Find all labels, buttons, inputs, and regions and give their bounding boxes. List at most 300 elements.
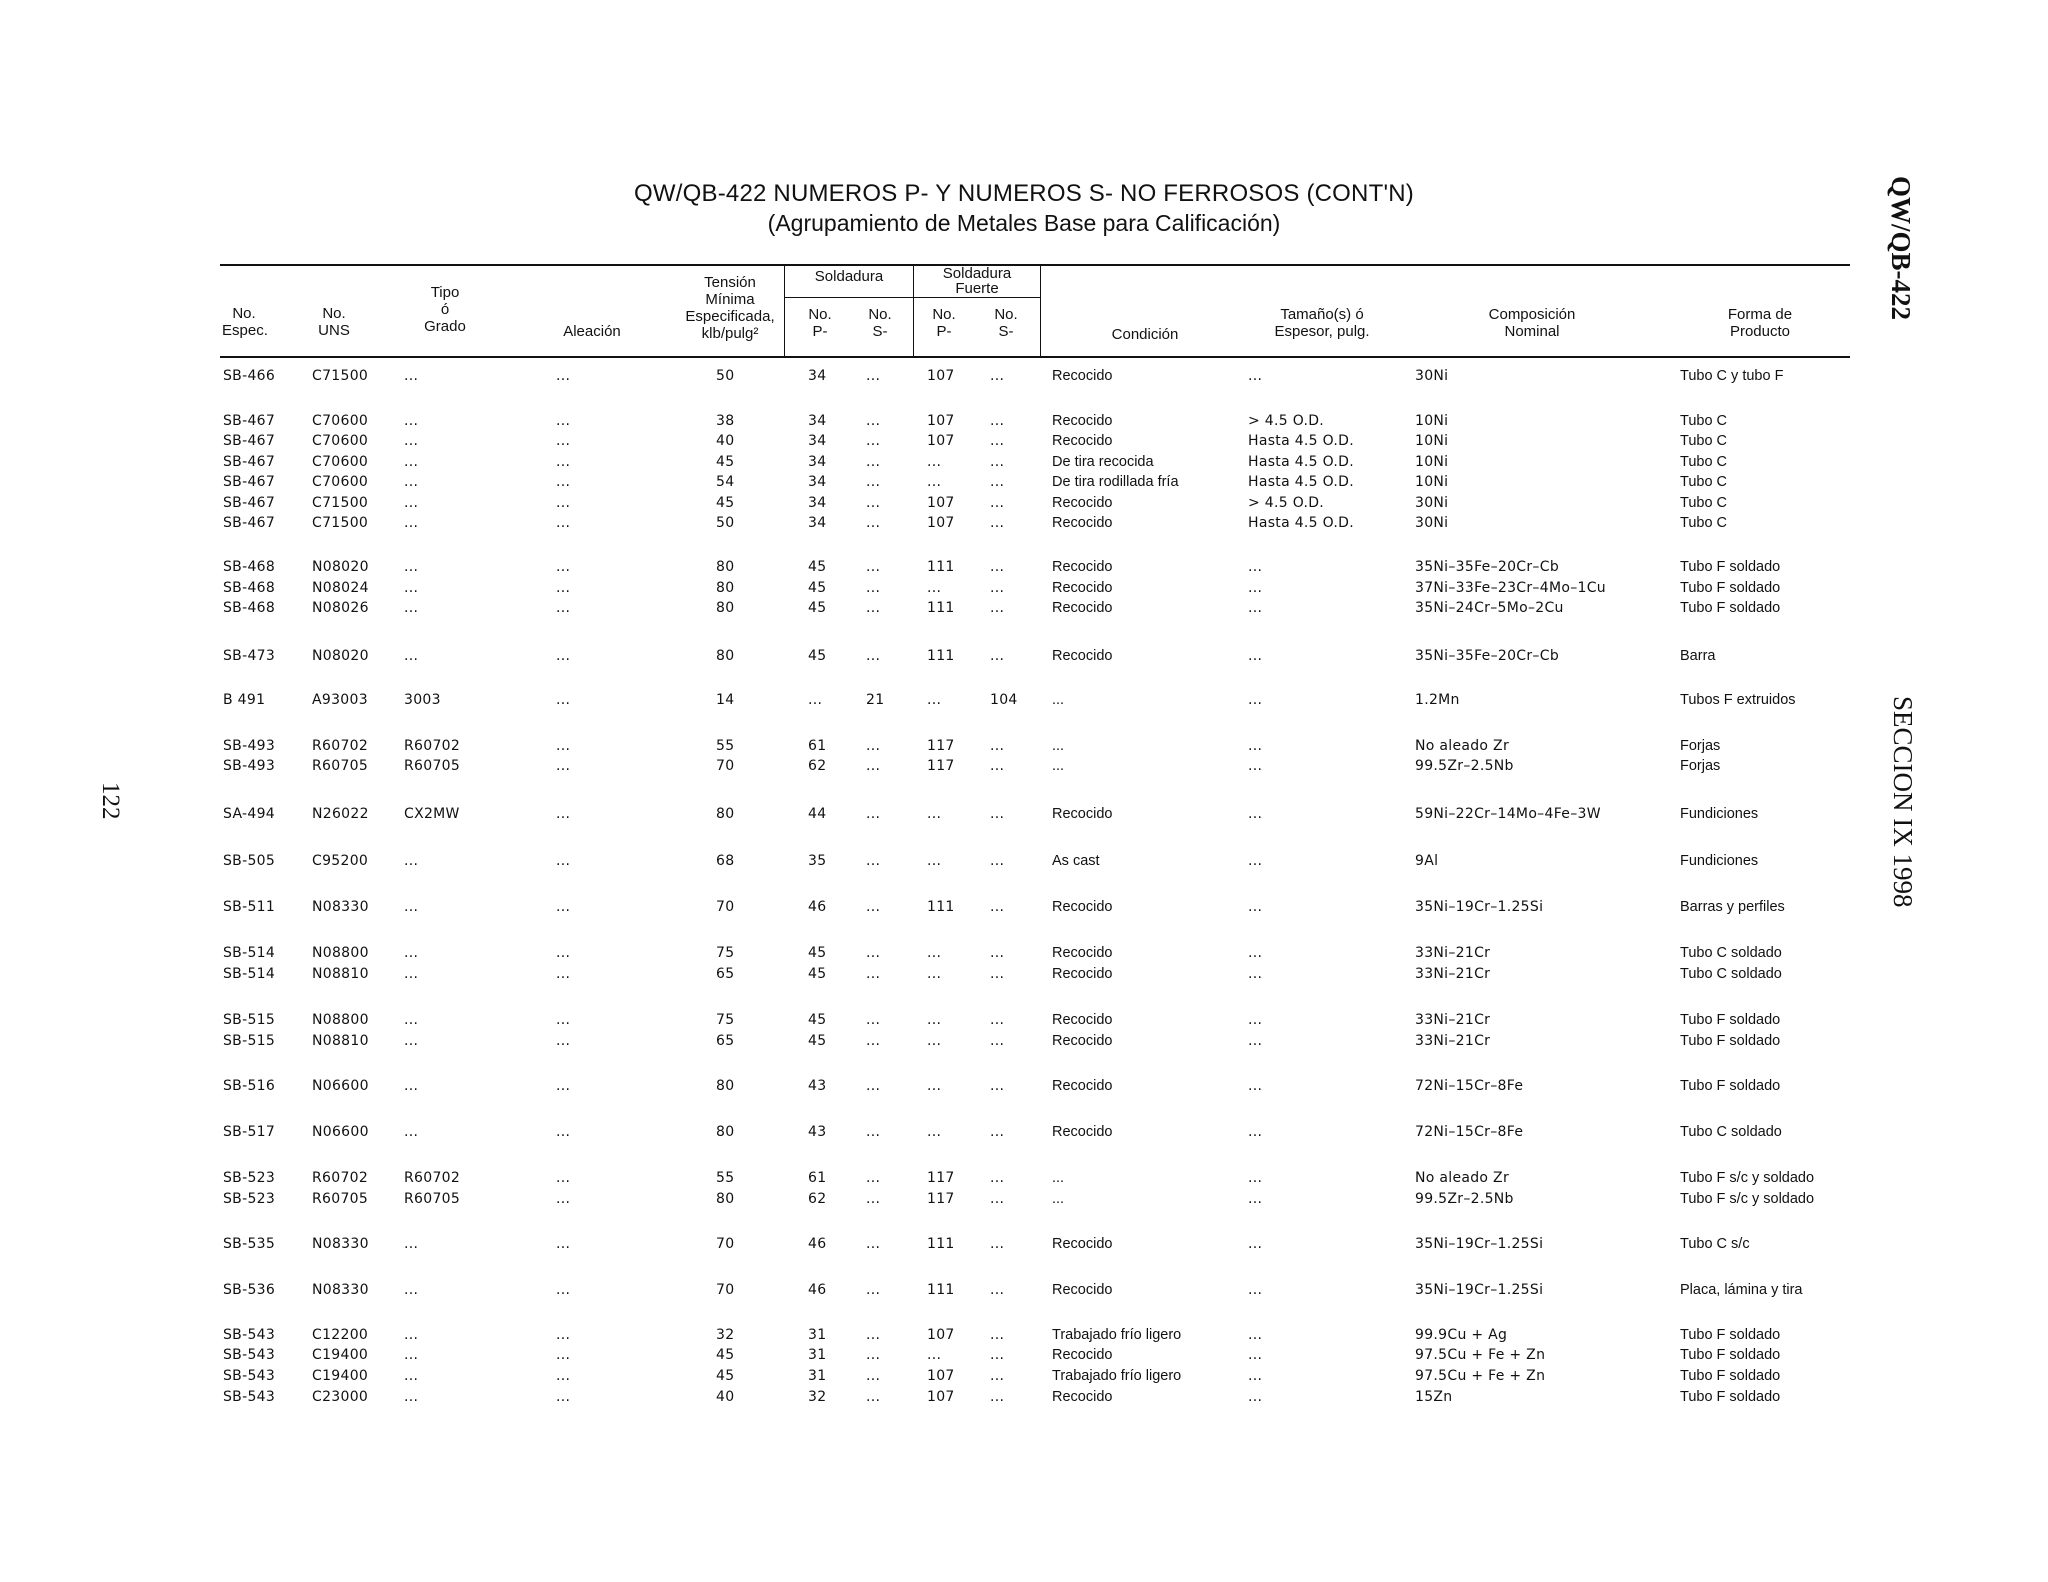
cell-uns: N08800 bbox=[312, 1012, 369, 1028]
cell-condicion: Trabajado frío ligero bbox=[1052, 1368, 1182, 1384]
table-row bbox=[0, 648, 1850, 668]
cell-forma: Tubo C bbox=[1680, 515, 1728, 531]
cell-comp: No aleado Zr bbox=[1415, 1170, 1509, 1186]
cell-ss: ... bbox=[866, 853, 881, 869]
header-forma: Forma de Producto bbox=[1727, 306, 1793, 340]
cell-condicion: As cast bbox=[1052, 853, 1100, 869]
header-fuerte-no-p: No. P- bbox=[932, 306, 956, 340]
cell-ss: ... bbox=[866, 368, 881, 384]
cell-ss: ... bbox=[866, 966, 881, 982]
cell-forma: Tubo C soldado bbox=[1680, 1124, 1782, 1140]
side-section: SECCION IX 1998 bbox=[1888, 696, 1918, 908]
header-fuerte-no-s: No. S- bbox=[994, 306, 1018, 340]
cell-uns: N26022 bbox=[312, 806, 369, 822]
cell-spec: SB-467 bbox=[223, 413, 276, 429]
cell-tamano: Hasta 4.5 O.D. bbox=[1248, 454, 1354, 470]
cell-condicion: Recocido bbox=[1052, 368, 1113, 384]
cell-fs: ... bbox=[990, 945, 1005, 961]
table-row bbox=[0, 1347, 1850, 1367]
cell-sp: 45 bbox=[808, 648, 827, 664]
table-row bbox=[0, 495, 1850, 515]
cell-condicion: Recocido bbox=[1052, 1236, 1113, 1252]
cell-condicion: Recocido bbox=[1052, 580, 1113, 596]
cell-tension: 70 bbox=[716, 758, 735, 774]
cell-ss: ... bbox=[866, 433, 881, 449]
cell-spec: SB-467 bbox=[223, 495, 276, 511]
cell-forma: Tubo C soldado bbox=[1680, 945, 1782, 961]
cell-fp: 111 bbox=[927, 899, 955, 915]
cell-fs: ... bbox=[990, 899, 1005, 915]
cell-forma: Tubo F s/c y soldado bbox=[1680, 1170, 1815, 1186]
cell-ss: ... bbox=[866, 454, 881, 470]
cell-condicion: ... bbox=[1052, 1170, 1065, 1186]
page-number: 122 bbox=[97, 782, 124, 820]
cell-ss: ... bbox=[866, 1078, 881, 1094]
cell-tamano: ... bbox=[1248, 806, 1263, 822]
cell-uns: C71500 bbox=[312, 495, 369, 511]
cell-forma: Tubo C y tubo F bbox=[1680, 368, 1784, 384]
cell-comp: 10Ni bbox=[1415, 413, 1449, 429]
cell-uns: N08330 bbox=[312, 1236, 369, 1252]
cell-fs: ... bbox=[990, 1033, 1005, 1049]
cell-sp: 31 bbox=[808, 1347, 827, 1363]
cell-condicion: Recocido bbox=[1052, 1347, 1113, 1363]
cell-tamano: ... bbox=[1248, 1191, 1263, 1207]
table-row bbox=[0, 1170, 1850, 1190]
cell-fp: ... bbox=[927, 454, 942, 470]
cell-tamano: ... bbox=[1248, 368, 1263, 384]
cell-fp: ... bbox=[927, 853, 942, 869]
cell-comp: No aleado Zr bbox=[1415, 738, 1509, 754]
cell-uns: N06600 bbox=[312, 1124, 369, 1140]
cell-aleacion: ... bbox=[556, 1347, 571, 1363]
cell-tipo: ... bbox=[404, 945, 419, 961]
cell-comp: 72Ni–15Cr–8Fe bbox=[1415, 1078, 1524, 1094]
table-row bbox=[0, 559, 1850, 579]
cell-fp: ... bbox=[927, 1033, 942, 1049]
cell-ss: ... bbox=[866, 945, 881, 961]
cell-aleacion: ... bbox=[556, 515, 571, 531]
cell-fs: ... bbox=[990, 758, 1005, 774]
cell-sp: 44 bbox=[808, 806, 827, 822]
cell-fp: 111 bbox=[927, 1236, 955, 1252]
table-row bbox=[0, 758, 1850, 778]
cell-forma: Tubo F soldado bbox=[1680, 1389, 1781, 1405]
cell-ss: ... bbox=[866, 559, 881, 575]
cell-condicion: Recocido bbox=[1052, 559, 1113, 575]
page-title: QW/QB-422 NUMEROS P- Y NUMEROS S- NO FERROSOS (CONT'N) bbox=[634, 180, 1414, 207]
cell-fs: ... bbox=[990, 1389, 1005, 1405]
cell-tipo: R60702 bbox=[404, 1170, 461, 1186]
cell-tamano: ... bbox=[1248, 853, 1263, 869]
cell-tamano: > 4.5 O.D. bbox=[1248, 495, 1325, 511]
cell-aleacion: ... bbox=[556, 806, 571, 822]
cell-fp: 111 bbox=[927, 600, 955, 616]
cell-tipo: ... bbox=[404, 368, 419, 384]
cell-aleacion: ... bbox=[556, 738, 571, 754]
table-row bbox=[0, 899, 1850, 919]
header-condicion: Condición bbox=[1111, 326, 1179, 343]
cell-uns: A93003 bbox=[312, 692, 368, 708]
cell-comp: 10Ni bbox=[1415, 474, 1449, 490]
cell-fp: ... bbox=[927, 1078, 942, 1094]
cell-sp: 43 bbox=[808, 1124, 827, 1140]
cell-fs: ... bbox=[990, 1347, 1005, 1363]
cell-condicion: Recocido bbox=[1052, 515, 1113, 531]
cell-tamano: ... bbox=[1248, 1012, 1263, 1028]
header-uns: No. UNS bbox=[318, 305, 350, 339]
cell-tension: 38 bbox=[716, 413, 735, 429]
cell-tension: 45 bbox=[716, 495, 735, 511]
cell-sp: 61 bbox=[808, 1170, 827, 1186]
cell-sp: 34 bbox=[808, 474, 827, 490]
table-row bbox=[0, 474, 1850, 494]
cell-spec: SA-494 bbox=[223, 806, 275, 822]
cell-forma: Fundiciones bbox=[1680, 853, 1759, 869]
cell-uns: C70600 bbox=[312, 433, 369, 449]
cell-spec: SB-514 bbox=[223, 966, 276, 982]
cell-sp: 34 bbox=[808, 413, 827, 429]
cell-tipo: ... bbox=[404, 454, 419, 470]
cell-condicion: Trabajado frío ligero bbox=[1052, 1327, 1182, 1343]
cell-condicion: Recocido bbox=[1052, 806, 1113, 822]
table-row bbox=[0, 1124, 1850, 1144]
cell-condicion: Recocido bbox=[1052, 945, 1113, 961]
cell-aleacion: ... bbox=[556, 1191, 571, 1207]
header-tipo: Tipo ó Grado bbox=[424, 284, 466, 335]
cell-tipo: CX2MW bbox=[404, 806, 460, 822]
cell-tamano: Hasta 4.5 O.D. bbox=[1248, 433, 1354, 449]
cell-comp: 35Ni–35Fe–20Cr–Cb bbox=[1415, 559, 1559, 575]
table-row bbox=[0, 1191, 1850, 1211]
cell-fs: ... bbox=[990, 495, 1005, 511]
cell-ss: ... bbox=[866, 806, 881, 822]
cell-condicion: ... bbox=[1052, 692, 1065, 708]
cell-tamano: ... bbox=[1248, 1282, 1263, 1298]
cell-comp: 30Ni bbox=[1415, 495, 1449, 511]
cell-spec: SB-467 bbox=[223, 433, 276, 449]
cell-forma: Tubo F s/c y soldado bbox=[1680, 1191, 1815, 1207]
cell-comp: 99.5Zr–2.5Nb bbox=[1415, 758, 1514, 774]
cell-spec: SB-467 bbox=[223, 515, 276, 531]
cell-tipo: ... bbox=[404, 1236, 419, 1252]
cell-uns: N08810 bbox=[312, 966, 369, 982]
cell-fs: 104 bbox=[990, 692, 1018, 708]
cell-fp: 107 bbox=[927, 1368, 955, 1384]
cell-uns: C19400 bbox=[312, 1368, 369, 1384]
cell-comp: 9Al bbox=[1415, 853, 1439, 869]
cell-condicion: Recocido bbox=[1052, 966, 1113, 982]
cell-spec: SB-468 bbox=[223, 600, 276, 616]
cell-uns: N08024 bbox=[312, 580, 369, 596]
cell-sp: 32 bbox=[808, 1389, 827, 1405]
cell-ss: ... bbox=[866, 1191, 881, 1207]
cell-aleacion: ... bbox=[556, 1078, 571, 1094]
cell-fs: ... bbox=[990, 433, 1005, 449]
cell-fs: ... bbox=[990, 1327, 1005, 1343]
cell-condicion: Recocido bbox=[1052, 1078, 1113, 1094]
cell-forma: Forjas bbox=[1680, 758, 1721, 774]
cell-fs: ... bbox=[990, 1191, 1005, 1207]
cell-aleacion: ... bbox=[556, 1012, 571, 1028]
cell-fs: ... bbox=[990, 1236, 1005, 1252]
cell-spec: SB-511 bbox=[223, 899, 276, 915]
cell-condicion: Recocido bbox=[1052, 1012, 1113, 1028]
cell-fs: ... bbox=[990, 1368, 1005, 1384]
cell-fs: ... bbox=[990, 966, 1005, 982]
cell-tamano: ... bbox=[1248, 1327, 1263, 1343]
cell-tipo: ... bbox=[404, 1327, 419, 1343]
cell-tension: 75 bbox=[716, 945, 735, 961]
cell-comp: 30Ni bbox=[1415, 515, 1449, 531]
cell-fp: 107 bbox=[927, 413, 955, 429]
cell-ss: ... bbox=[866, 1170, 881, 1186]
cell-ss: ... bbox=[866, 495, 881, 511]
cell-uns: C70600 bbox=[312, 413, 369, 429]
cell-fp: ... bbox=[927, 1012, 942, 1028]
cell-tipo: ... bbox=[404, 515, 419, 531]
cell-condicion: Recocido bbox=[1052, 648, 1113, 664]
cell-spec: SB-543 bbox=[223, 1389, 276, 1405]
cell-comp: 72Ni–15Cr–8Fe bbox=[1415, 1124, 1524, 1140]
cell-condicion: De tira rodillada fría bbox=[1052, 474, 1179, 490]
cell-comp: 10Ni bbox=[1415, 454, 1449, 470]
table-row bbox=[0, 692, 1850, 712]
cell-tipo: ... bbox=[404, 899, 419, 915]
cell-fs: ... bbox=[990, 648, 1005, 664]
cell-fp: 107 bbox=[927, 1327, 955, 1343]
header-aleacion: Aleación bbox=[563, 323, 621, 340]
cell-sp: ... bbox=[808, 692, 823, 708]
cell-tension: 32 bbox=[716, 1327, 735, 1343]
cell-spec: SB-466 bbox=[223, 368, 276, 384]
cell-tipo: ... bbox=[404, 1368, 419, 1384]
cell-aleacion: ... bbox=[556, 1282, 571, 1298]
cell-tension: 80 bbox=[716, 559, 735, 575]
table-row bbox=[0, 1033, 1850, 1053]
cell-ss: ... bbox=[866, 1124, 881, 1140]
cell-tamano: ... bbox=[1248, 945, 1263, 961]
cell-tension: 45 bbox=[716, 1368, 735, 1384]
cell-comp: 1.2Mn bbox=[1415, 692, 1460, 708]
cell-uns: R60705 bbox=[312, 758, 369, 774]
cell-aleacion: ... bbox=[556, 1170, 571, 1186]
cell-fs: ... bbox=[990, 474, 1005, 490]
table-row bbox=[0, 368, 1850, 388]
cell-comp: 97.5Cu + Fe + Zn bbox=[1415, 1347, 1546, 1363]
cell-comp: 33Ni–21Cr bbox=[1415, 1012, 1491, 1028]
cell-uns: C19400 bbox=[312, 1347, 369, 1363]
cell-tipo: R60705 bbox=[404, 1191, 461, 1207]
cell-spec: SB-543 bbox=[223, 1327, 276, 1343]
cell-uns: R60705 bbox=[312, 1191, 369, 1207]
cell-tipo: ... bbox=[404, 413, 419, 429]
cell-comp: 35Ni–35Fe–20Cr–Cb bbox=[1415, 648, 1559, 664]
table-row bbox=[0, 738, 1850, 758]
cell-sp: 43 bbox=[808, 1078, 827, 1094]
cell-spec: SB-515 bbox=[223, 1033, 276, 1049]
cell-fp: 107 bbox=[927, 433, 955, 449]
cell-tipo: ... bbox=[404, 966, 419, 982]
cell-tension: 40 bbox=[716, 1389, 735, 1405]
cell-tipo: R60702 bbox=[404, 738, 461, 754]
cell-spec: SB-523 bbox=[223, 1191, 276, 1207]
cell-fs: ... bbox=[990, 368, 1005, 384]
cell-ss: ... bbox=[866, 1327, 881, 1343]
cell-tension: 65 bbox=[716, 1033, 735, 1049]
cell-tipo: ... bbox=[404, 495, 419, 511]
cell-condicion: Recocido bbox=[1052, 495, 1113, 511]
cell-forma: Tubo C bbox=[1680, 413, 1728, 429]
cell-fp: ... bbox=[927, 692, 942, 708]
cell-sp: 62 bbox=[808, 758, 827, 774]
cell-tension: 65 bbox=[716, 966, 735, 982]
cell-aleacion: ... bbox=[556, 433, 571, 449]
cell-ss: ... bbox=[866, 600, 881, 616]
cell-comp: 33Ni–21Cr bbox=[1415, 1033, 1491, 1049]
cell-tension: 45 bbox=[716, 454, 735, 470]
cell-uns: C12200 bbox=[312, 1327, 369, 1343]
table-row bbox=[0, 454, 1850, 474]
cell-aleacion: ... bbox=[556, 1389, 571, 1405]
cell-aleacion: ... bbox=[556, 474, 571, 490]
cell-sp: 45 bbox=[808, 600, 827, 616]
cell-tamano: ... bbox=[1248, 966, 1263, 982]
cell-tipo: ... bbox=[404, 433, 419, 449]
table-row bbox=[0, 580, 1850, 600]
cell-fs: ... bbox=[990, 1170, 1005, 1186]
cell-tension: 70 bbox=[716, 1236, 735, 1252]
cell-fp: ... bbox=[927, 474, 942, 490]
cell-uns: N08330 bbox=[312, 1282, 369, 1298]
cell-condicion: ... bbox=[1052, 1191, 1065, 1207]
cell-tipo: ... bbox=[404, 474, 419, 490]
cell-fp: 117 bbox=[927, 758, 955, 774]
cell-aleacion: ... bbox=[556, 495, 571, 511]
cell-tension: 70 bbox=[716, 1282, 735, 1298]
soldadura-right-rule bbox=[1040, 264, 1041, 356]
cell-spec: SB-514 bbox=[223, 945, 276, 961]
cell-fs: ... bbox=[990, 1282, 1005, 1298]
cell-aleacion: ... bbox=[556, 1124, 571, 1140]
cell-ss: ... bbox=[866, 758, 881, 774]
cell-ss: ... bbox=[866, 1347, 881, 1363]
cell-fs: ... bbox=[990, 600, 1005, 616]
cell-tipo: ... bbox=[404, 648, 419, 664]
cell-tamano: ... bbox=[1248, 1033, 1263, 1049]
cell-condicion: Recocido bbox=[1052, 899, 1113, 915]
cell-tipo: ... bbox=[404, 600, 419, 616]
cell-tension: 80 bbox=[716, 648, 735, 664]
cell-tamano: ... bbox=[1248, 738, 1263, 754]
cell-forma: Tubo C bbox=[1680, 474, 1728, 490]
cell-fp: 111 bbox=[927, 648, 955, 664]
table-row bbox=[0, 600, 1850, 620]
cell-fs: ... bbox=[990, 806, 1005, 822]
cell-spec: SB-467 bbox=[223, 454, 276, 470]
cell-tension: 80 bbox=[716, 1191, 735, 1207]
cell-tension: 50 bbox=[716, 515, 735, 531]
cell-spec: SB-493 bbox=[223, 758, 276, 774]
soldadura-under-rule bbox=[784, 297, 1040, 298]
cell-uns: C71500 bbox=[312, 515, 369, 531]
cell-spec: SB-517 bbox=[223, 1124, 276, 1140]
cell-comp: 35Ni–19Cr–1.25Si bbox=[1415, 899, 1544, 915]
header-tamano: Tamaño(s) ó Espesor, pulg. bbox=[1274, 306, 1370, 340]
cell-tension: 45 bbox=[716, 1347, 735, 1363]
cell-condicion: Recocido bbox=[1052, 1033, 1113, 1049]
cell-sp: 34 bbox=[808, 368, 827, 384]
cell-spec: SB-468 bbox=[223, 559, 276, 575]
cell-uns: N08020 bbox=[312, 559, 369, 575]
cell-uns: N08800 bbox=[312, 945, 369, 961]
cell-fs: ... bbox=[990, 559, 1005, 575]
cell-tamano: ... bbox=[1248, 1368, 1263, 1384]
cell-sp: 34 bbox=[808, 454, 827, 470]
cell-forma: Tubo F soldado bbox=[1680, 1347, 1781, 1363]
cell-fp: 107 bbox=[927, 515, 955, 531]
cell-spec: SB-473 bbox=[223, 648, 276, 664]
cell-aleacion: ... bbox=[556, 853, 571, 869]
cell-ss: ... bbox=[866, 1368, 881, 1384]
cell-aleacion: ... bbox=[556, 1368, 571, 1384]
cell-aleacion: ... bbox=[556, 966, 571, 982]
cell-spec: SB-543 bbox=[223, 1368, 276, 1384]
cell-forma: Tubo F soldado bbox=[1680, 1012, 1781, 1028]
soldadura-left-rule bbox=[784, 264, 785, 356]
side-code: QW/QB-422 bbox=[1886, 176, 1916, 321]
cell-sp: 35 bbox=[808, 853, 827, 869]
table-row bbox=[0, 413, 1850, 433]
cell-tamano: ... bbox=[1248, 600, 1263, 616]
cell-tension: 14 bbox=[716, 692, 735, 708]
cell-spec: SB-505 bbox=[223, 853, 276, 869]
cell-fs: ... bbox=[990, 1012, 1005, 1028]
cell-tamano: ... bbox=[1248, 899, 1263, 915]
cell-forma: Forjas bbox=[1680, 738, 1721, 754]
header-soldadura-fuerte: Soldadura Fuerte bbox=[942, 265, 1012, 297]
cell-tipo: ... bbox=[404, 580, 419, 596]
cell-condicion: Recocido bbox=[1052, 600, 1113, 616]
cell-forma: Barras y perfiles bbox=[1680, 899, 1785, 915]
cell-sp: 45 bbox=[808, 966, 827, 982]
cell-spec: SB-515 bbox=[223, 1012, 276, 1028]
cell-fp: ... bbox=[927, 1124, 942, 1140]
cell-tipo: ... bbox=[404, 1033, 419, 1049]
table-row bbox=[0, 515, 1850, 535]
cell-condicion: Recocido bbox=[1052, 433, 1113, 449]
cell-comp: 15Zn bbox=[1415, 1389, 1453, 1405]
cell-uns: R60702 bbox=[312, 1170, 369, 1186]
cell-tamano: ... bbox=[1248, 1170, 1263, 1186]
cell-ss: ... bbox=[866, 1236, 881, 1252]
cell-spec: SB-543 bbox=[223, 1347, 276, 1363]
table-row bbox=[0, 1327, 1850, 1347]
cell-uns: C70600 bbox=[312, 474, 369, 490]
cell-ss: ... bbox=[866, 515, 881, 531]
cell-condicion: ... bbox=[1052, 738, 1065, 754]
cell-ss: ... bbox=[866, 580, 881, 596]
cell-tipo: ... bbox=[404, 1078, 419, 1094]
cell-comp: 97.5Cu + Fe + Zn bbox=[1415, 1368, 1546, 1384]
cell-tamano: ... bbox=[1248, 1347, 1263, 1363]
cell-aleacion: ... bbox=[556, 559, 571, 575]
cell-fp: ... bbox=[927, 945, 942, 961]
cell-aleacion: ... bbox=[556, 580, 571, 596]
cell-forma: Tubo C bbox=[1680, 495, 1728, 511]
cell-fp: 117 bbox=[927, 1191, 955, 1207]
cell-fp: 107 bbox=[927, 1389, 955, 1405]
